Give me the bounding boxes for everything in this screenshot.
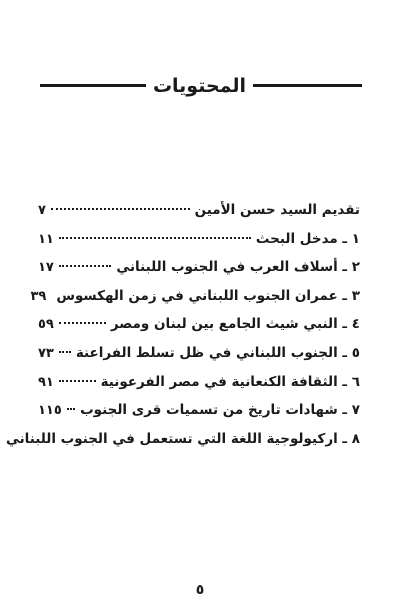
toc-entry-intro — [38, 200, 360, 229]
heading-rule-right — [253, 84, 362, 87]
toc-entry-title: ٥ ـ الجنوب اللبناني في ظل تسلط الفراعنة — [75, 344, 360, 361]
toc-entry-7 — [38, 400, 360, 429]
toc-entry-page: ٣٩ — [30, 288, 47, 304]
toc-entry-2 — [38, 257, 360, 286]
toc-entry-8 — [5, 429, 360, 458]
contents-heading — [0, 74, 400, 98]
dot-leader — [59, 322, 106, 324]
page-title: المحتويات — [152, 75, 247, 97]
dot-leader — [59, 380, 96, 382]
toc-entry-6 — [38, 372, 360, 401]
toc-entry-title: تقديم السيد حسن الأمين — [194, 202, 360, 218]
toc-entry-page: ٥٩ — [38, 317, 54, 333]
toc-entry-title: ٣ ـ عمران الجنوب اللبناني في زمن الهكسوس — [56, 287, 360, 304]
dot-leader — [67, 408, 75, 410]
toc-entry-title: ٤ ـ النبي شيث الجامع بين لبنان ومصر — [110, 316, 360, 333]
dot-leader — [59, 265, 111, 267]
toc-entry-title: ٨ ـ اركيولوجية اللغة التي تستعمل في الجنوب اللبناني — [5, 430, 360, 447]
toc-entry-title: ٦ ـ الثقافة الكنعانية في مصر الفرعونية — [100, 373, 360, 390]
toc-entry-4 — [38, 314, 360, 343]
toc-entry-3 — [30, 286, 360, 315]
page-number: ٥ — [195, 582, 205, 598]
table-of-contents — [5, 200, 360, 457]
toc-entry-page: ٩١ — [38, 374, 54, 390]
toc-entry-1 — [38, 229, 360, 258]
toc-entry-title: ٧ ـ شهادات تاريخ من تسميات قرى الجنوب — [80, 402, 360, 419]
toc-entry-page: ١١ — [38, 231, 54, 247]
dot-leader — [59, 351, 71, 353]
toc-entry-page: ٧ — [38, 203, 46, 218]
toc-entry-5 — [38, 343, 360, 372]
toc-entry-page: ١١٥ — [38, 403, 62, 419]
heading-rule-left — [40, 84, 146, 87]
toc-entry-page: ٧٣ — [38, 345, 54, 361]
dot-leader — [59, 237, 251, 239]
toc-entry-title: ١ ـ مدخل البحث — [255, 230, 360, 247]
toc-entry-page: ١٧ — [38, 260, 54, 276]
dot-leader — [51, 208, 190, 210]
toc-entry-title: ٢ ـ أسلاف العرب في الجنوب اللبناني — [116, 259, 360, 276]
